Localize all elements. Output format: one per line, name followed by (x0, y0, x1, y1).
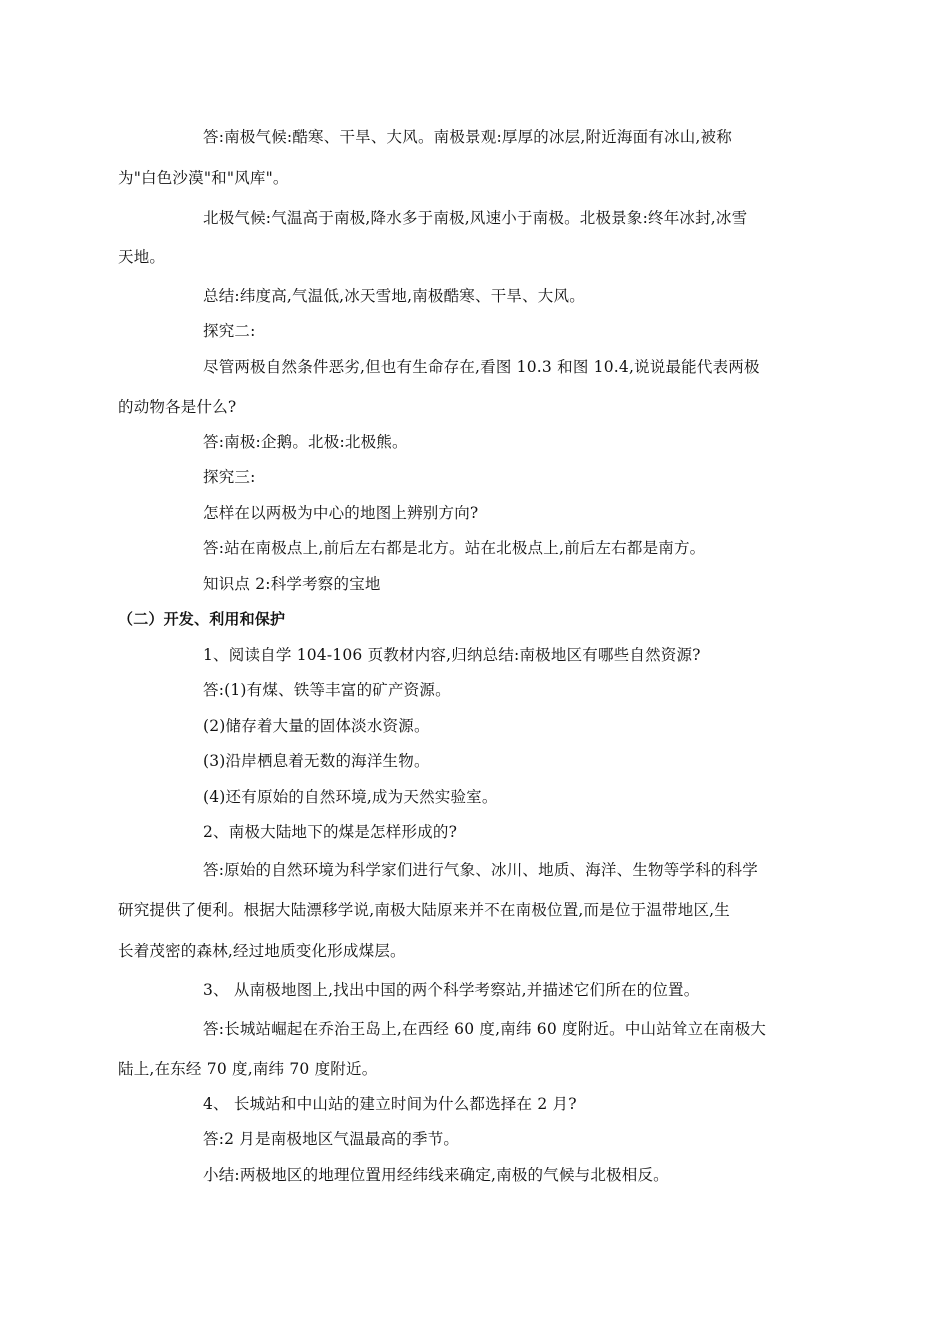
answer-1-item-4: (4)还有原始的自然环境,成为天然实验室。 (203, 788, 498, 806)
answer-2-line-1: 答:原始的自然环境为科学家们进行气象、冰川、地质、海洋、生物等学科的科学 (203, 861, 758, 879)
question-3: 3、 从南极地图上,找出中国的两个科学考察站,并描述它们所在的位置。 (203, 981, 700, 999)
explore-two-answer: 答:南极:企鹅。北极:北极熊。 (203, 433, 408, 451)
summary-line: 总结:纬度高,气温低,冰天雪地,南极酷寒、干旱、大风。 (203, 287, 585, 305)
answer-3-line-2: 陆上,在东经 70 度,南纬 70 度附近。 (118, 1060, 378, 1078)
explore-three-question: 怎样在以两极为中心的地图上辨别方向? (203, 504, 479, 522)
knowledge-point-2: 知识点 2:科学考察的宝地 (203, 575, 381, 593)
answer-2-line-2: 研究提供了便利。根据大陆漂移学说,南极大陆原来并不在南极位置,而是位于温带地区,生 (118, 901, 730, 919)
answer-1-item-2: (2)储存着大量的固体淡水资源。 (203, 717, 430, 735)
answer-1-item-1: 答:(1)有煤、铁等丰富的矿产资源。 (203, 681, 451, 699)
answer-3-line-1: 答:长城站崛起在乔治王岛上,在西经 60 度,南纬 60 度附近。中山站耸立在南极大 (203, 1020, 767, 1038)
arctic-climate-cont: 天地。 (118, 248, 166, 266)
answer-antarctic-climate-cont: 为"白色沙漠"和"风库"。 (118, 169, 289, 187)
explore-three-heading: 探究三: (203, 468, 256, 486)
explore-two-heading: 探究二: (203, 322, 256, 340)
answer-antarctic-climate: 答:南极气候:酷寒、干旱、大风。南极景观:厚厚的冰层,附近海面有冰山,被称 (203, 128, 732, 146)
question-1: 1、阅读自学 104-106 页教材内容,归纳总结:南极地区有哪些自然资源? (203, 646, 701, 664)
question-2: 2、南极大陆地下的煤是怎样形成的? (203, 823, 458, 841)
explore-two-question: 尽管两极自然条件恶劣,但也有生命存在,看图 10.3 和图 10.4,说说最能代表两极 (203, 358, 760, 376)
arctic-climate: 北极气候:气温高于南极,降水多于南极,风速小于南极。北极景象:终年冰封,冰雪 (203, 209, 748, 227)
conclusion: 小结:两极地区的地理位置用经纬线来确定,南极的气候与北极相反。 (203, 1166, 669, 1184)
answer-1-item-3: (3)沿岸栖息着无数的海洋生物。 (203, 752, 430, 770)
explore-three-answer: 答:站在南极点上,前后左右都是北方。站在北极点上,前后左右都是南方。 (203, 539, 706, 557)
answer-4: 答:2 月是南极地区气温最高的季节。 (203, 1130, 460, 1148)
explore-two-question-cont: 的动物各是什么? (118, 398, 237, 416)
answer-2-line-3: 长着茂密的森林,经过地质变化形成煤层。 (118, 942, 406, 960)
question-4: 4、 长城站和中山站的建立时间为什么都选择在 2 月? (203, 1095, 577, 1113)
section-heading: （二）开发、利用和保护 (118, 610, 286, 628)
